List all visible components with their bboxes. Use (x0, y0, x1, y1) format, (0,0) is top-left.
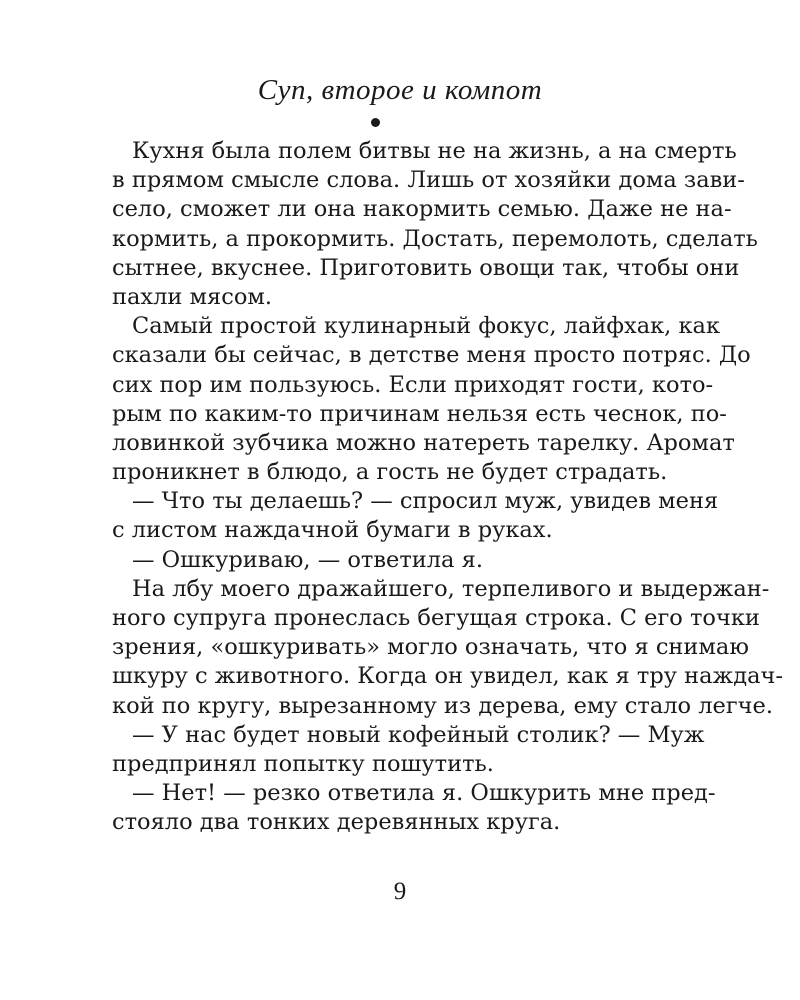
text-line: сказали бы сейчас, в детстве меня просто потряс. До (112, 342, 751, 369)
text-line: сих пор им пользуюсь. Если приходят гости, кото- (112, 371, 714, 398)
text-line: в прямом смысле слова. Лишь от хозяйки дома зави- (112, 167, 745, 194)
text-line: предпринял попытку пошутить. (112, 750, 494, 777)
ornament-dot (371, 118, 380, 127)
text-line: кормить, а прокормить. Достать, перемолоть, сделать (112, 225, 758, 252)
text-line: ловинкой зубчика можно натереть тарелку. Аромат (112, 429, 735, 456)
body-text (112, 137, 783, 838)
running-head: Суп, второе и компот (257, 74, 543, 106)
text-line: зрения, «ошкуривать» могло означать, что я снимаю (112, 634, 749, 661)
text-line: ного супруга пронеслась бегущая строка. С его точки (112, 605, 760, 631)
text-line: — Нет! — резко ответила я. Ошкурить мне пред- (132, 780, 716, 807)
text-line: сытнее, вкуснее. Приготовить овощи так, чтобы они (112, 254, 740, 281)
text-line: рым по каким-то причинам нельзя есть чеснок, по- (112, 400, 727, 427)
text-line: кой по кругу, вырезанному из дерева, ему стало легче. (112, 692, 773, 719)
text-line: — У нас будет новый кофейный столик? — Муж (132, 721, 705, 748)
text-line: стояло два тонких деревянных круга. (112, 809, 561, 836)
text-line: проникнет в блюдо, а гость не будет страдать. (112, 459, 668, 486)
text-line: — Ошкуриваю, — ответила я. (132, 546, 483, 573)
text-line: Самый простой кулинарный фокус, лайфхак, как (132, 313, 721, 340)
text-line: Кухня была полем битвы не на жизнь, а на смерть (132, 138, 737, 164)
page-number: 9 (393, 878, 407, 905)
text-line: На лбу моего дражайшего, терпеливого и выдержан- (132, 575, 770, 602)
text-line: село, сможет ли она накормить семью. Даже не на- (112, 196, 732, 223)
text-line: с листом наждачной бумаги в руках. (112, 517, 553, 544)
text-line: — Что ты делаешь? — спросил муж, увидев меня (132, 488, 719, 515)
text-line: пахли мясом. (112, 283, 273, 310)
text-line: шкуру с животного. Когда он увидел, как я тру наждач- (112, 663, 783, 690)
